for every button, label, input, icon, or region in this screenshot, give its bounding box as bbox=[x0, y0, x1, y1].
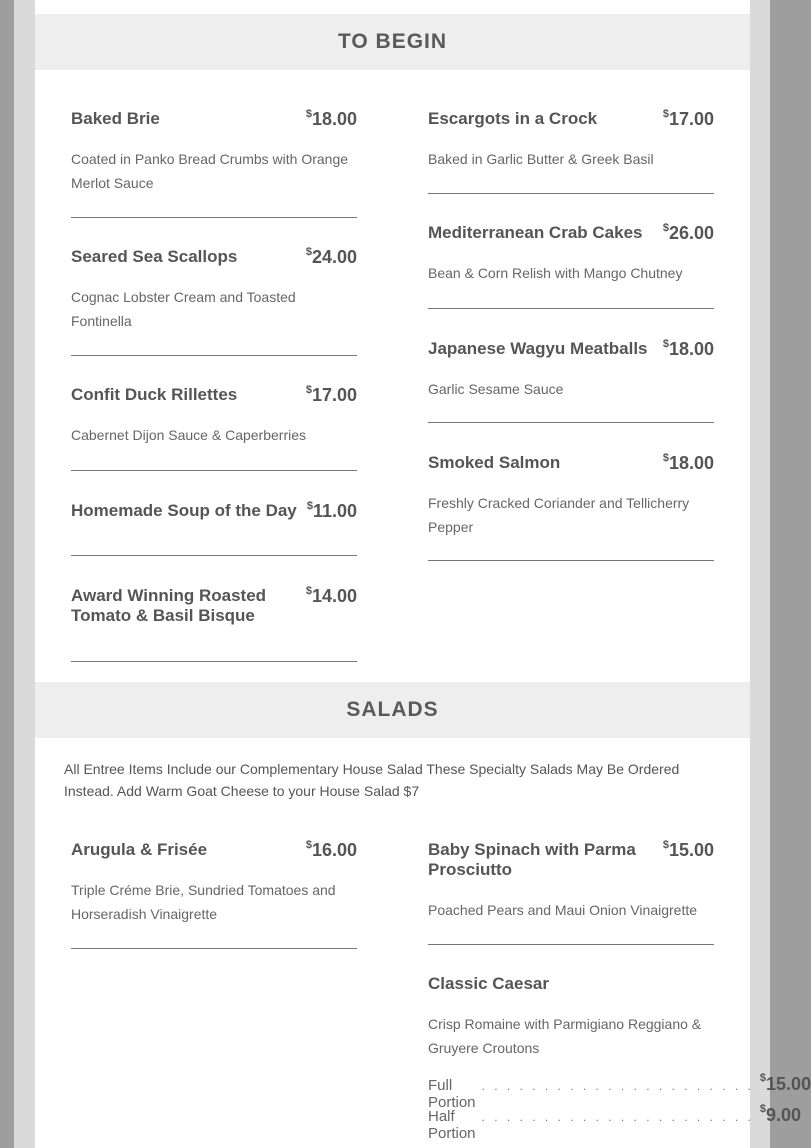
item-price: $16.00 bbox=[305, 839, 357, 860]
item-name: Award Winning Roasted Tomato & Basil Bisque bbox=[71, 586, 267, 625]
item-price: $18.00 bbox=[305, 108, 357, 129]
salads-intro-text: All Entree Items Include our Complementary House Salad These Specialty Salads May Be Ordered Instead. Add Warm Goat Cheese to your House Salad $7 bbox=[64, 761, 680, 799]
item-description: Freshly Cracked Coriander and Tellicherry Pepper bbox=[428, 495, 690, 535]
item-description: Triple Créme Brie, Sundried Tomatoes and Horseradish Vinaigrette bbox=[71, 882, 336, 922]
item-name: Escargots in a Crock bbox=[428, 109, 598, 128]
portion-price: $15.00 bbox=[759, 1072, 811, 1094]
to-begin-right-column bbox=[428, 109, 714, 561]
menu-item bbox=[71, 218, 357, 356]
portion-row bbox=[428, 1072, 811, 1111]
item-description: Crisp Romaine with Parmigiano Reggiano & Gruyere Croutons bbox=[428, 1016, 702, 1056]
section-title-to-begin: TO BEGIN bbox=[35, 14, 750, 70]
item-name: Japanese Wagyu Meatballs bbox=[428, 339, 648, 358]
item-name: Seared Sea Scallops bbox=[71, 247, 238, 266]
item-price: $24.00 bbox=[305, 246, 357, 267]
salads-left-column bbox=[71, 840, 357, 949]
salads-right-column bbox=[428, 839, 811, 1142]
item-price: $18.00 bbox=[662, 452, 714, 473]
item-description: Garlic Sesame Sauce bbox=[428, 381, 564, 397]
item-name: Confit Duck Rillettes bbox=[71, 385, 238, 404]
portion-label: Half Portion bbox=[428, 1108, 476, 1142]
menu-item-caesar bbox=[428, 945, 811, 1142]
menu-item bbox=[71, 840, 357, 949]
menu-item bbox=[71, 556, 357, 662]
item-name: Mediterranean Crab Cakes bbox=[428, 223, 643, 242]
item-price: $17.00 bbox=[662, 108, 714, 129]
menu-item bbox=[428, 423, 714, 561]
menu-page bbox=[35, 0, 811, 1148]
section-title-salads: SALADS bbox=[35, 682, 750, 738]
item-price: $14.00 bbox=[305, 585, 357, 606]
item-description: Bean & Corn Relish with Mango Chutney bbox=[428, 265, 683, 281]
dot-leader: . . . . . . . . . . . . . . . . . . . . . . bbox=[481, 1079, 754, 1093]
item-price: $11.00 bbox=[306, 500, 357, 521]
portion-list bbox=[428, 1072, 811, 1142]
menu-item bbox=[71, 471, 357, 556]
portion-label: Full Portion bbox=[428, 1077, 476, 1111]
to-begin-left-column bbox=[71, 109, 357, 662]
item-price: $26.00 bbox=[662, 222, 714, 243]
item-name: Classic Caesar bbox=[428, 974, 549, 993]
item-description: Coated in Panko Bread Crumbs with Orange Merlot Sauce bbox=[71, 151, 349, 191]
dot-leader: . . . . . . . . . . . . . . . . . . . . . . bbox=[481, 1110, 754, 1124]
item-description: Cabernet Dijon Sauce & Caperberries bbox=[71, 427, 307, 443]
item-price: $18.00 bbox=[662, 338, 714, 359]
item-description: Poached Pears and Maui Onion Vinaigrette bbox=[428, 902, 698, 918]
menu-item bbox=[428, 309, 714, 423]
menu-item bbox=[71, 109, 357, 218]
item-name: Smoked Salmon bbox=[428, 453, 561, 472]
menu-item bbox=[428, 840, 714, 945]
item-name: Arugula & Frisée bbox=[71, 840, 208, 859]
menu-item bbox=[428, 194, 714, 309]
item-name: Homemade Soup of the Day bbox=[71, 501, 297, 520]
item-description: Cognac Lobster Cream and Toasted Fontinella bbox=[71, 289, 296, 329]
menu-item bbox=[428, 109, 714, 194]
menu-item bbox=[71, 356, 357, 471]
item-name: Baked Brie bbox=[71, 109, 160, 128]
item-name: Baby Spinach with Parma Prosciutto bbox=[428, 840, 636, 879]
item-price: $17.00 bbox=[305, 384, 357, 405]
item-description: Baked in Garlic Butter & Greek Basil bbox=[428, 151, 654, 167]
item-price: $15.00 bbox=[662, 839, 714, 860]
portion-row bbox=[428, 1103, 802, 1142]
portion-price: $9.00 bbox=[759, 1103, 802, 1125]
